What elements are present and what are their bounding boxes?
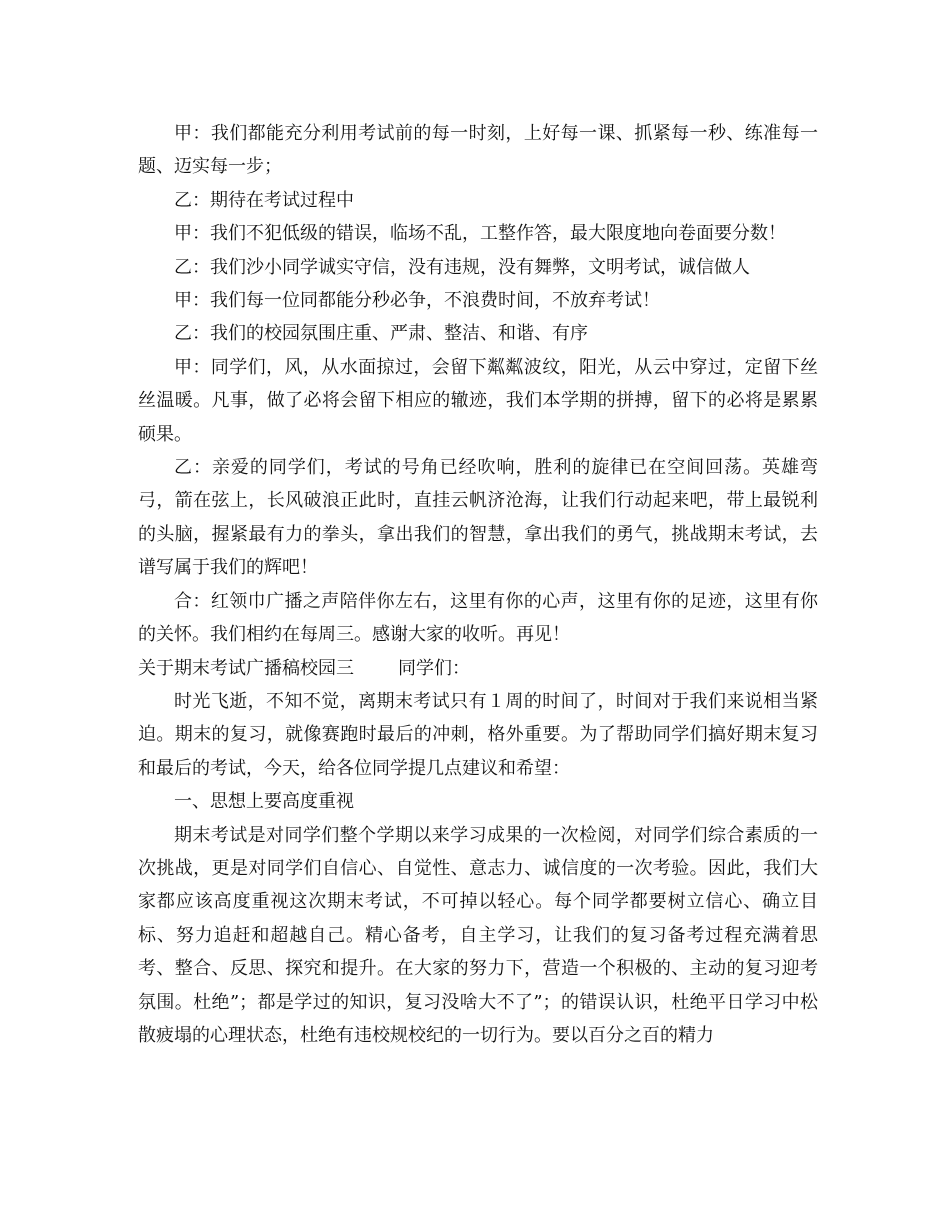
paragraph-8: 乙：亲爱的同学们，考试的号角已经吹响，胜利的旋律已在空间回荡。英雄弯弓，箭在弦上，长风破浪正此时，直挂云帆济沧海，让我们行动起来吧，带上最锐利的头脑，握紧最有力的拳头，拿出我们的智慧，拿出我们的勇气，挑战期末考试，去谱写属于我们的辉吧！ [138,457,818,579]
paragraph-4: 乙：我们沙小同学诚实守信，没有违规，没有舞弊，文明考试，诚信做人 [174,256,750,278]
document-body [138,117,818,1052]
paragraph-11: 一、思想上要高度重视 [174,791,354,813]
greeting: 同学们： [398,657,470,679]
paragraph-2: 乙：期待在考试过程中 [174,189,354,211]
paragraph-6: 乙：我们的校园氛围庄重、严肃、整洁、和谐、有序 [174,323,588,345]
paragraph-10: 时光飞逝，不知不觉，离期末考试只有１周的时间了，时间对于我们来说相当紧迫。期末的复习，就像赛跑时最后的冲刺，格外重要。为了帮助同学们搞好期末复习和最后的考试，今天，给各位同学提几点建议和希望： [138,690,818,779]
paragraph-1: 甲：我们都能充分利用考试前的每一时刻，上好每一课、抓紧每一秒、练准每一题、迈实每一步； [138,123,818,178]
paragraph-3: 甲：我们不犯低级的错误，临场不乱，工整作答，最大限度地向卷面要分数！ [174,223,786,245]
paragraph-5: 甲：我们每一位同都能分秒必争，不浪费时间，不放弃考试！ [174,290,660,312]
paragraph-7: 甲：同学们，风，从水面掠过，会留下粼粼波纹，阳光，从云中穿过，定留下丝丝温暖。凡事，做了必将会留下相应的辙迹，我们本学期的拼搏，留下的必将是累累硕果。 [138,356,818,445]
paragraph-9: 合：红领巾广播之声陪伴你左右，这里有你的心声，这里有你的足迹，这里有你的关怀。我们相约在每周三。感谢大家的收听。再见！ [138,590,818,646]
paragraph-12: 期末考试是对同学们整个学期以来学习成果的一次检阅，对同学们综合素质的一次挑战，更是对同学们自信心、自觉性、意志力、诚信度的一次考验。因此，我们大家都应该高度重视这次期末考试，不可掉以轻心。每个同学都要树立信心、确立目标、努力追赶和超越自己。精心备考，自主学习，让我们的复习备考过程充满着思考、整合、反思、探究和提升。在大家的努力下，营造一个积极的、主动的复习迎考氛围。杜绝”；都是学过的知识，复习没啥大不了”；的错误认识，杜绝平日学习中松散疲塌的心理状态，杜绝有违校规校纪的一切行为。要以百分之百的精力 [138,824,818,1046]
section-heading-line [138,652,818,685]
section-title: 关于期末考试广播稿校园三 [138,657,354,679]
